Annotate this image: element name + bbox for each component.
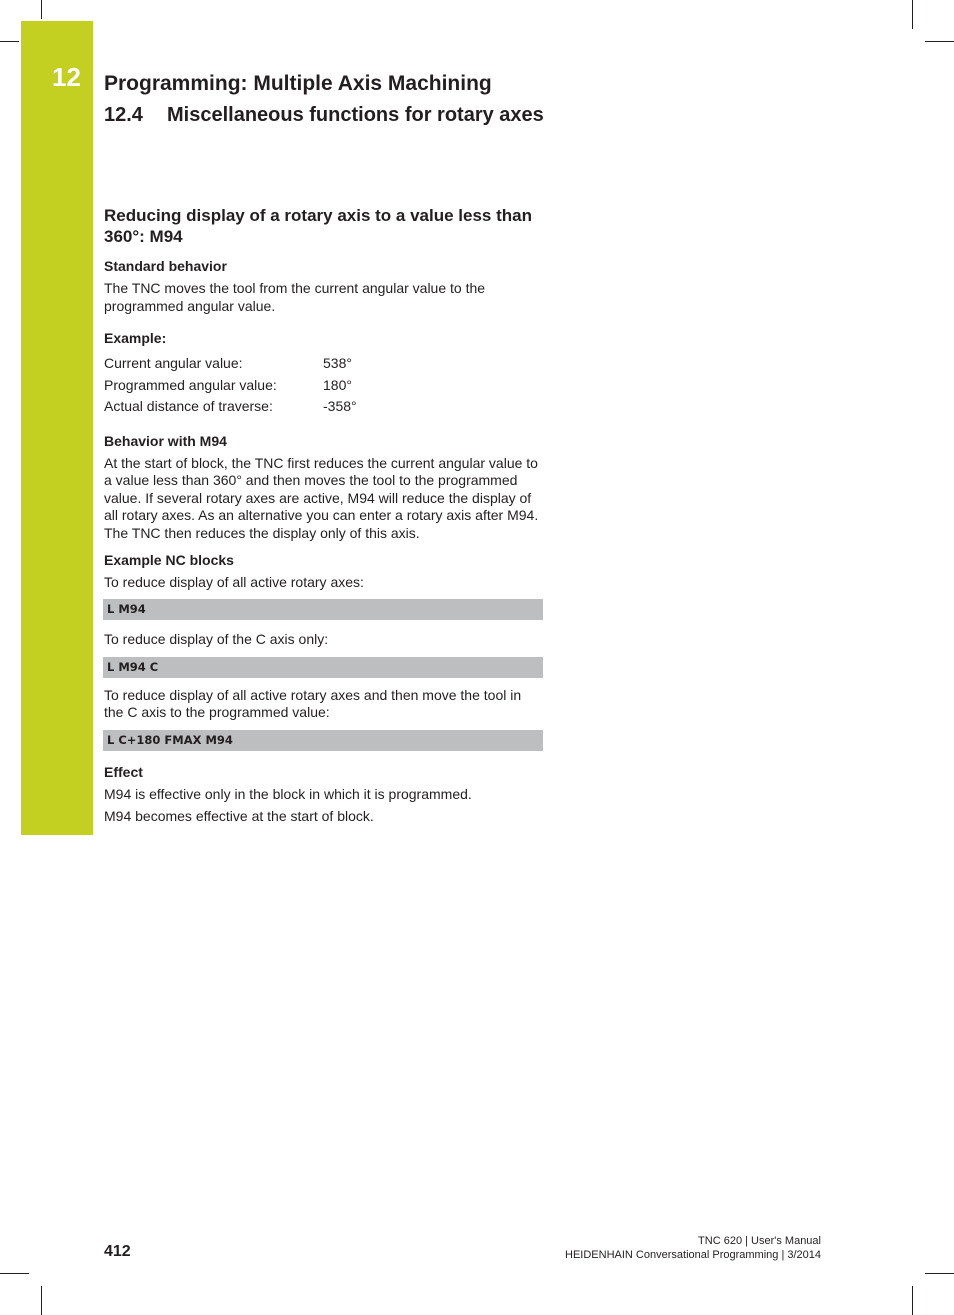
crop-mark bbox=[925, 41, 954, 42]
standard-behavior-text: The TNC moves the tool from the current angular value to the programmed angular value. bbox=[104, 280, 486, 314]
nc-intro-2: To reduce display of the C axis only: bbox=[104, 631, 329, 648]
footer-info bbox=[565, 1234, 821, 1262]
standard-behavior-heading: Standard behavior bbox=[104, 258, 227, 274]
nc-intro-3: To reduce display of all active rotary axes and then move the tool in the C axis to the programmed value: bbox=[104, 686, 522, 721]
crop-mark bbox=[912, 0, 913, 29]
effect-heading: Effect bbox=[104, 764, 143, 781]
section-title: Miscellaneous functions for rotary axes bbox=[167, 104, 544, 126]
section-header bbox=[104, 104, 544, 127]
nc-code-block: L M94 bbox=[103, 599, 543, 620]
footer-manual-title: TNC 620 | User's Manual bbox=[698, 1235, 821, 1247]
crop-mark bbox=[41, 1286, 42, 1315]
example-label: Programmed angular value: bbox=[104, 376, 277, 393]
footer-publication: HEIDENHAIN Conversational Programming | 3/2014 bbox=[565, 1249, 821, 1261]
example-value: 538° bbox=[323, 355, 352, 372]
nc-code-block: L M94 C bbox=[103, 657, 543, 678]
main-content bbox=[104, 205, 544, 833]
table-row bbox=[104, 377, 357, 399]
table-row bbox=[104, 398, 357, 420]
topic-heading: Reducing display of a rotary axis to a value less than 360°: M94 bbox=[104, 206, 532, 246]
example-label: Current angular value: bbox=[104, 355, 243, 372]
crop-mark bbox=[0, 1273, 29, 1274]
nc-blocks-heading: Example NC blocks bbox=[104, 551, 234, 568]
page-number: 412 bbox=[104, 1243, 131, 1260]
behavior-m94-text: At the start of block, the TNC first reduces the current angular value to a value less than 360° and then moves the tool to the programmed value. If several rotary axes are active, M94 will reduce the display of all rotary axes. As an alternative you can enter a rotary axis after M94. The TNC then reduces the display only of this axis. bbox=[104, 454, 539, 542]
chapter-title: Programming: Multiple Axis Machining bbox=[104, 72, 492, 95]
crop-mark bbox=[925, 1273, 954, 1274]
chapter-sidebar bbox=[21, 21, 93, 835]
crop-mark bbox=[912, 1286, 913, 1315]
chapter-number: 12 bbox=[52, 62, 81, 92]
section-number: 12.4 bbox=[104, 104, 143, 126]
nc-code-block: L C+180 FMAX M94 bbox=[103, 730, 543, 751]
crop-mark bbox=[0, 41, 19, 42]
example-table bbox=[104, 355, 357, 420]
behavior-m94-heading: Behavior with M94 bbox=[104, 432, 227, 449]
crop-mark bbox=[41, 0, 42, 19]
example-label: Actual distance of traverse: bbox=[104, 398, 273, 415]
table-row bbox=[104, 355, 357, 377]
effect-text-1: M94 is effective only in the block in which it is programmed. bbox=[104, 786, 472, 803]
example-heading: Example: bbox=[104, 330, 167, 347]
effect-text-2: M94 becomes effective at the start of block. bbox=[104, 807, 374, 824]
example-value: -358° bbox=[323, 398, 357, 415]
nc-intro-1: To reduce display of all active rotary axes: bbox=[104, 573, 364, 590]
example-value: 180° bbox=[323, 376, 352, 393]
